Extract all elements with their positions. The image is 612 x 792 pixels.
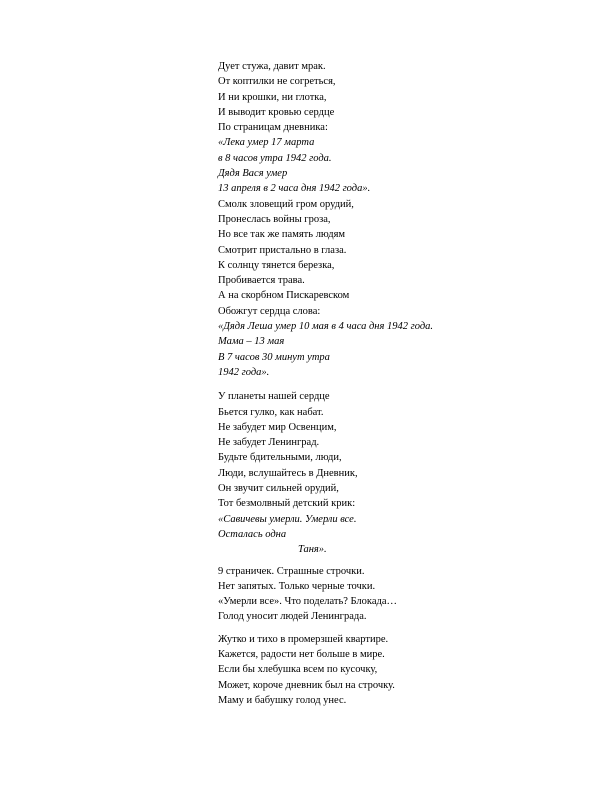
poem-line: А на скорбном Пискаревском	[218, 290, 350, 302]
poem-line: У планеты нашей сердце	[218, 391, 330, 403]
stanza-2	[218, 389, 598, 557]
poem-line: Маму и бабушку голод унес.	[218, 694, 347, 706]
poem-line: Тот безмолвный детский крик:	[218, 498, 356, 510]
diary-quote-line: «Савичевы умерли. Умерли все.	[218, 513, 357, 525]
stanza-3	[218, 564, 598, 625]
poem-line: И выводит кровью сердце	[218, 106, 335, 118]
poem-line: И ни крошки, ни глотка,	[218, 91, 327, 103]
diary-quote-line: 13 апреля в 2 часа дня 1942 года».	[218, 183, 371, 195]
poem-line: Не забудет Ленинград.	[218, 437, 320, 449]
poem-line: Пробивается трава.	[218, 275, 305, 287]
poem-line: Люди, вслушайтесь в Дневник,	[218, 467, 358, 479]
diary-quote-line: Осталась одна	[218, 528, 287, 540]
poem-line: Обожгут сердца слова:	[218, 305, 321, 317]
stanza-gap	[218, 380, 598, 389]
diary-quote-line: 1942 года».	[218, 366, 270, 378]
poem-line: Кажется, радости нет больше в мире.	[218, 648, 385, 660]
poem-line: Дует стужа, давит мрак.	[218, 61, 326, 72]
poem-line: 9 страничек. Страшные строчки.	[218, 565, 365, 577]
poem-line: Пронеслась войны гроза,	[218, 213, 331, 225]
poem-body	[218, 59, 598, 708]
poem-line: Но все так же память людям	[218, 229, 346, 241]
poem-line: Если бы хлебушка всем по кусочку,	[218, 664, 378, 676]
poem-line: Он звучит сильней орудий,	[218, 483, 339, 495]
poem-line: Не забудет мир Освенцим,	[218, 421, 337, 433]
poem-line: Нет запятых. Только черные точки.	[218, 580, 376, 592]
poem-line: Может, короче дневник был на строчку.	[218, 679, 395, 691]
stanza-4	[218, 632, 598, 708]
diary-quote-line: Дядя Вася умер	[218, 168, 288, 180]
poem-line: По страницам дневника:	[218, 122, 328, 134]
poem-line: Бьется гулко, как набат.	[218, 406, 324, 418]
diary-quote-line: В 7 часов 30 минут утра	[218, 351, 330, 363]
diary-quote-signature: Таня».	[298, 544, 327, 556]
poem-line: От коптилки не согреться,	[218, 76, 336, 88]
poem-line: Смолк зловещий гром орудий,	[218, 198, 354, 210]
poem-line: «Умерли все». Что поделать? Блокада…	[218, 596, 398, 608]
stanza-gap	[218, 625, 598, 632]
diary-quote-line: «Дядя Леша умер 10 мая в 4 часа дня 1942 года.	[218, 321, 434, 333]
poem-line: Жутко и тихо в промерзшей квартире.	[218, 633, 389, 645]
poem-line: Будьте бдительными, люди,	[218, 452, 342, 464]
diary-quote-line: в 8 часов утра 1942 года.	[218, 152, 332, 164]
stanza-1	[218, 59, 598, 380]
poem-line: К солнцу тянется березка,	[218, 259, 335, 271]
diary-quote-line: «Лека умер 17 марта	[218, 137, 315, 149]
diary-quote-line: Мама – 13 мая	[218, 336, 285, 348]
poem-line: Голод уносит людей Ленинграда.	[218, 611, 367, 623]
poem-line: Смотрит пристально в глаза.	[218, 244, 347, 256]
